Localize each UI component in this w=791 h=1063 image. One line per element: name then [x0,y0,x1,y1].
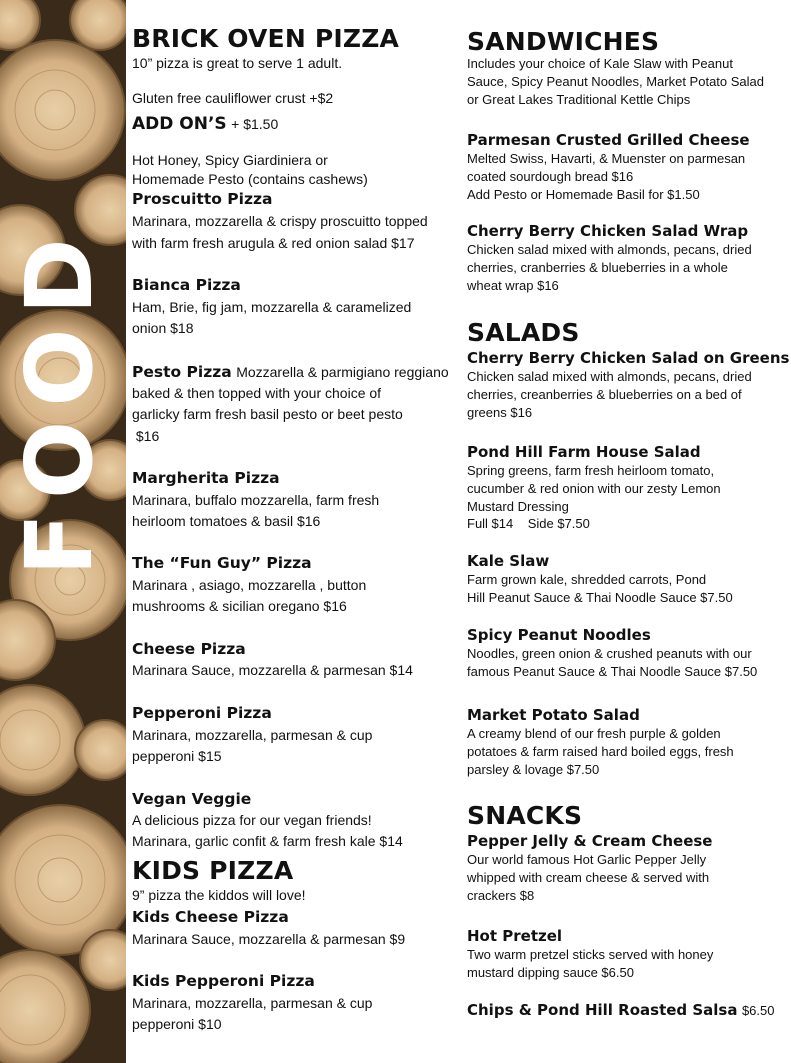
menu-item-desc: Two warm pretzel sticks served with honey [467,947,714,962]
menu-item-desc: Our world famous Hot Garlic Pepper Jelly [467,852,707,867]
menu-item-desc: heirloom tomatoes & basil $16 [132,513,321,529]
menu-item-desc: mustard dipping sauce $6.50 [467,965,634,980]
menu-item-name: Vegan Veggie [132,790,252,808]
menu-item-desc: garlicky farm fresh basil pesto or beet pesto [132,406,403,422]
menu-item-desc: Mustard Dressing [467,499,569,514]
menu-item-desc: Chicken salad mixed with almonds, pecans, dried [467,369,752,384]
menu-item-desc: $16 [132,428,160,444]
menu-item-desc: pepperoni $10 [132,1016,222,1032]
menu-item-desc: baked & then topped with your choice of [132,385,382,401]
menu-item-name: Bianca Pizza [132,276,241,294]
menu-item-desc: coated sourdough bread $16 [467,169,634,184]
menu-item-desc: potatoes & farm raised hard boiled eggs, fresh [467,744,734,759]
sandwiches-section-title: SANDWICHES [467,27,660,56]
addons-title: ADD ON’S [132,114,227,134]
pizza-section-title: BRICK OVEN PIZZA [132,24,400,53]
food-sidebar-title: FOOD [6,224,113,576]
menu-item-name: Market Potato Salad [467,706,640,724]
sandwiches-intro: Includes your choice of Kale Slaw with Peanut [467,56,733,71]
pesto-pizza-heading [132,363,449,382]
menu-item-desc: Marinara, mozzarella, parmesan & cup [132,995,373,1011]
menu-item-desc: Marinara , asiago, mozzarella , button [132,577,367,593]
menu-item-name: The “Fun Guy” Pizza [132,554,312,572]
menu-item-desc: mushrooms & sicilian oregano $16 [132,598,347,614]
sandwiches-intro: or Great Lakes Traditional Kettle Chips [467,92,691,107]
menu-item-desc: greens $16 [467,405,533,420]
menu-item-name: Kids Pepperoni Pizza [132,972,315,990]
kids-size-note: 9” pizza the kiddos will love! [132,887,306,903]
wood-log-sidebar [0,0,126,1063]
addons-line: Homemade Pesto (contains cashews) [132,171,368,187]
menu-item-desc: whipped with cream cheese & served with [467,870,710,885]
menu-item-name: Parmesan Crusted Grilled Cheese [467,131,750,149]
menu-item-desc: crackers $8 [467,888,535,903]
chips-salsa-heading [467,1001,774,1020]
menu-item-desc: Marinara Sauce, mozzarella & parmesan $9 [132,931,406,947]
menu-item-desc: A delicious pizza for our vegan friends! [132,812,372,828]
menu-item-desc: pepperoni $15 [132,748,222,764]
menu-item-desc: Noodles, green onion & crushed peanuts with our [467,646,752,661]
menu-item-desc: famous Peanut Sauce & Thai Noodle Sauce $7.50 [467,664,758,679]
gluten-free-note: Gluten free cauliflower crust +$2 [132,90,334,106]
menu-item-desc: parsley & lovage $7.50 [467,762,600,777]
menu-item-name: Cherry Berry Chicken Salad Wrap [467,222,749,240]
menu-item-desc: Spring greens, farm fresh heirloom tomato, [467,463,715,478]
menu-item-desc: cherries, creanberries & blueberries on a bed of [467,387,742,402]
sandwiches-intro: Sauce, Spicy Peanut Noodles, Market Potato Salad [467,74,765,89]
addons-price: + $1.50 [231,116,279,132]
menu-item-name: Kale Slaw [467,552,550,570]
menu-item-desc: Melted Swiss, Havarti, & Muenster on parmesan [467,151,746,166]
menu-item-name: Hot Pretzel [467,927,563,945]
menu-item-desc: Mozzarella & parmigiano reggiano [236,364,449,380]
menu-item-name: Kids Cheese Pizza [132,908,289,926]
menu-item-name: Chips & Pond Hill Roasted Salsa [467,1001,738,1019]
menu-item-desc: cherries, cranberries & blueberries in a whole [467,260,728,275]
salads-section-title: SALADS [467,318,580,347]
menu-item-desc: cucumber & red onion with our zesty Lemon [467,481,721,496]
menu-item-desc: Full $14 Side $7.50 [467,516,590,531]
menu-item-name: Cherry Berry Chicken Salad on Greens [467,349,790,367]
menu-item-desc: Ham, Brie, fig jam, mozzarella & caramelized [132,299,412,315]
kids-section-title: KIDS PIZZA [132,856,294,885]
menu-item-desc: Farm grown kale, shredded carrots, Pond [467,572,707,587]
snacks-section-title: SNACKS [467,801,583,830]
menu-item-desc: Marinara, mozzarella & crispy proscuitto topped [132,213,428,229]
menu-item-name: Pepper Jelly & Cream Cheese [467,832,713,850]
menu-item-name: Spicy Peanut Noodles [467,626,651,644]
menu-item-desc: Marinara, buffalo mozzarella, farm fresh [132,492,380,508]
addons-heading [132,114,278,134]
addons-line: Hot Honey, Spicy Giardiniera or [132,152,328,168]
menu-item-desc: Marinara Sauce, mozzarella & parmesan $14 [132,662,413,678]
pizza-size-note: 10” pizza is great to serve 1 adult. [132,55,343,71]
menu-item-desc: Marinara, garlic confit & farm fresh kale $14 [132,833,403,849]
menu-item-name: Proscuitto Pizza [132,190,273,208]
menu-item-desc: Add Pesto or Homemade Basil for $1.50 [467,187,700,202]
menu-item-desc: onion $18 [132,320,194,336]
menu-item-name: Pesto Pizza [132,363,232,381]
menu-item-desc: Chicken salad mixed with almonds, pecans, dried [467,242,752,257]
menu-item-desc: wheat wrap $16 [467,278,559,293]
menu-item-name: Cheese Pizza [132,640,246,658]
menu-item-desc: Marinara, mozzarella, parmesan & cup [132,727,373,743]
menu-item-desc: with farm fresh arugula & red onion salad $17 [132,235,415,251]
menu-item-name: Pond Hill Farm House Salad [467,443,701,461]
menu-item-price: $6.50 [741,1003,775,1018]
menu-item-desc: A creamy blend of our fresh purple & golden [467,726,721,741]
menu-item-name: Margherita Pizza [132,469,280,487]
menu-item-name: Pepperoni Pizza [132,704,272,722]
menu-item-desc: Hill Peanut Sauce & Thai Noodle Sauce $7.50 [467,590,733,605]
